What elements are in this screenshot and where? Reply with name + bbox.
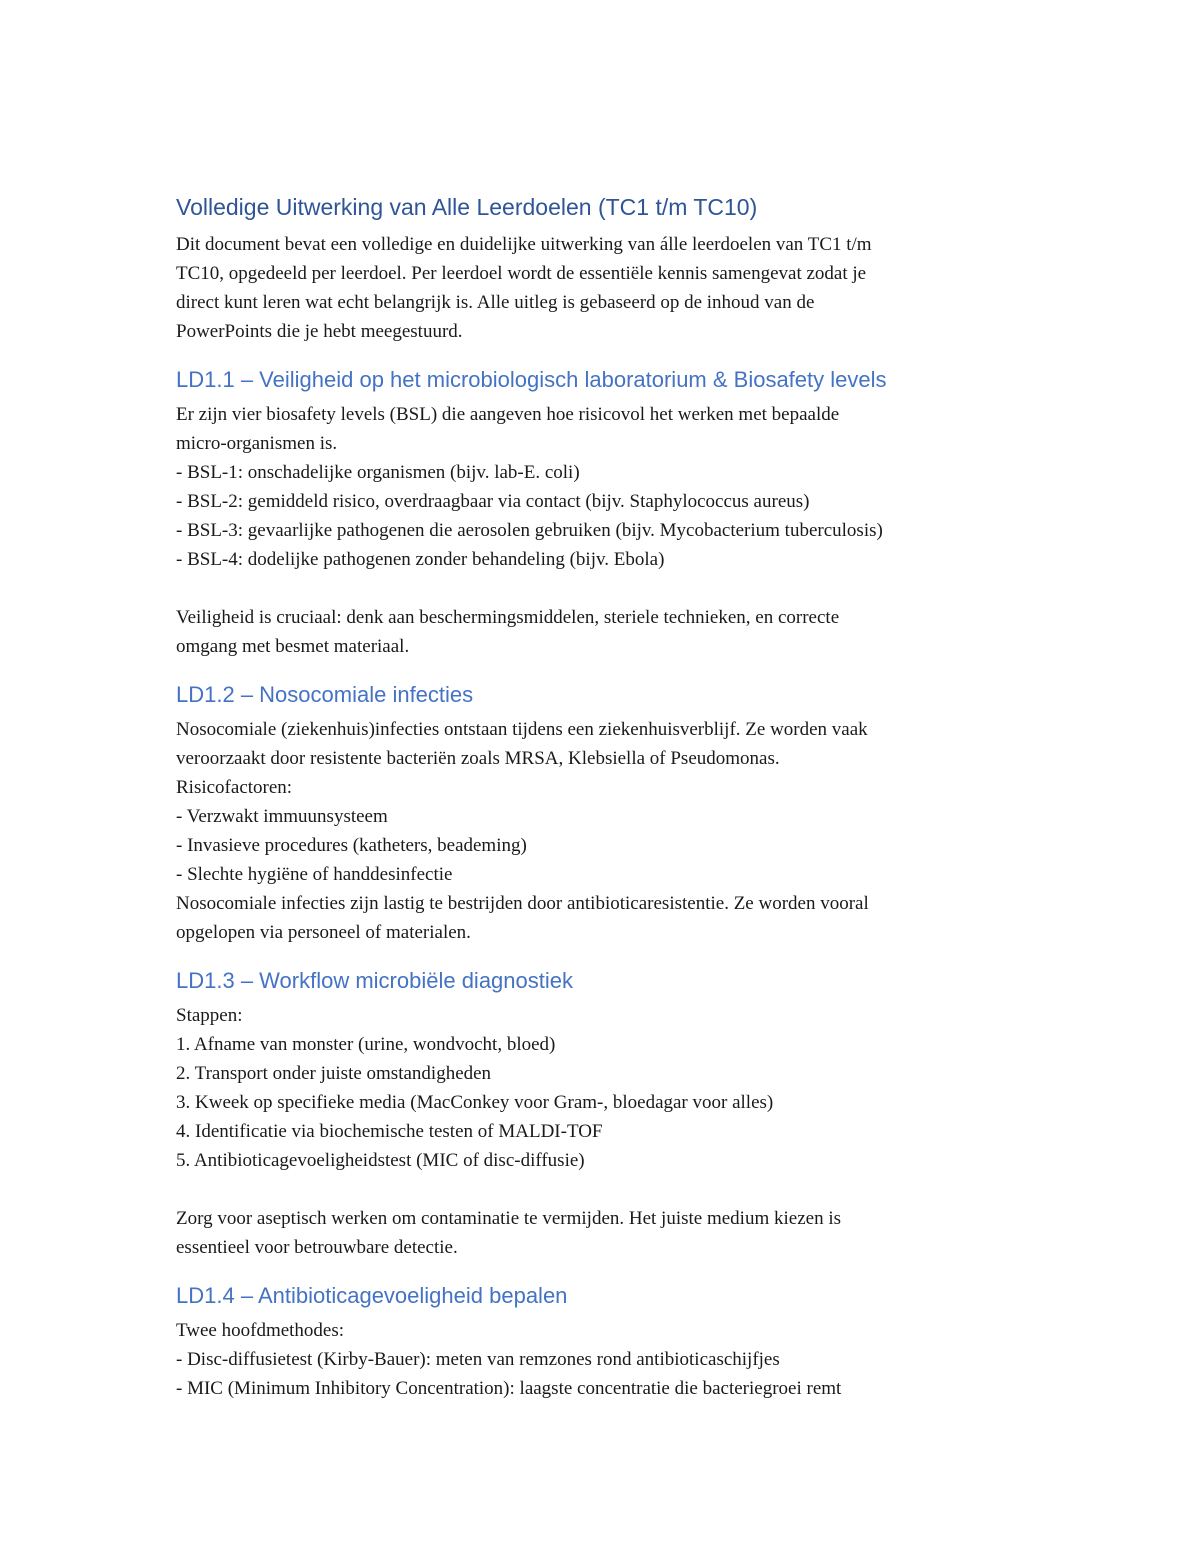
body-line: opgelopen via personeel of materialen. (176, 922, 471, 943)
body-line: micro-organismen is. (176, 433, 338, 454)
body-line: omgang met besmet materiaal. (176, 636, 410, 657)
body-line: 5. Antibioticagevoeligheidstest (MIC of disc-diffusie) (176, 1150, 585, 1171)
body-line: Er zijn vier biosafety levels (BSL) die aangeven hoe risicovol het werken met bepaalde (176, 404, 840, 425)
body-line: - Slechte hygiëne of handdesinfectie (176, 864, 453, 885)
body-line: 3. Kweek op specifieke media (MacConkey voor Gram-, bloedagar voor alles) (176, 1092, 774, 1113)
document-content (176, 190, 1056, 1403)
blank-line (176, 1175, 1056, 1204)
body-line: 2. Transport onder juiste omstandigheden (176, 1063, 492, 1084)
body-line: Nosocomiale (ziekenhuis)infecties ontstaan tijdens een ziekenhuisverblijf. Ze worden vaak (176, 719, 868, 740)
intro-line: PowerPoints die je hebt meegestuurd. (176, 321, 463, 342)
intro-line: Dit document bevat een volledige en duidelijke uitwerking van álle leerdoelen van TC1 t/m (176, 234, 872, 255)
body-line: Nosocomiale infecties zijn lastig te bestrijden door antibioticaresistentie. Ze worden vooral (176, 893, 869, 914)
intro-paragraph (176, 230, 1056, 346)
body-line: - Verzwakt immuunsysteem (176, 806, 388, 827)
section-body-ld1-2 (176, 715, 1056, 947)
body-line: Twee hoofdmethodes: (176, 1320, 345, 1341)
body-line: veroorzaakt door resistente bacteriën zoals MRSA, Klebsiella of Pseudomonas. (176, 748, 780, 769)
body-line: - BSL-2: gemiddeld risico, overdraagbaar via contact (bijv. Staphylococcus aureus) (176, 491, 810, 512)
document-title: Volledige Uitwerking van Alle Leerdoelen (TC1 t/m TC10) (176, 194, 758, 220)
body-line: Stappen: (176, 1005, 243, 1026)
section-heading-ld1-4: LD1.4 – Antibioticagevoeligheid bepalen (176, 1283, 568, 1308)
blank-line (176, 574, 1056, 603)
body-line: essentieel voor betrouwbare detectie. (176, 1237, 458, 1258)
body-line: - BSL-1: onschadelijke organismen (bijv. lab-E. coli) (176, 462, 580, 483)
section-heading-ld1-2: LD1.2 – Nosocomiale infecties (176, 682, 474, 707)
body-line: - Disc-diffusietest (Kirby-Bauer): meten van remzones rond antibioticaschijfjes (176, 1349, 780, 1370)
section-heading-ld1-1: LD1.1 – Veiligheid op het microbiologisch laboratorium & Biosafety levels (176, 367, 887, 392)
body-line: 4. Identificatie via biochemische testen of MALDI-TOF (176, 1121, 603, 1142)
body-line: - BSL-3: gevaarlijke pathogenen die aerosolen gebruiken (bijv. Mycobacterium tuberculosis) (176, 520, 883, 541)
section-body-ld1-4 (176, 1316, 1056, 1403)
section-body-ld1-3 (176, 1001, 1056, 1262)
body-line: - MIC (Minimum Inhibitory Concentration): laagste concentratie die bacteriegroei remt (176, 1378, 842, 1399)
body-line: 1. Afname van monster (urine, wondvocht, bloed) (176, 1034, 556, 1055)
section-heading-ld1-3: LD1.3 – Workflow microbiële diagnostiek (176, 968, 573, 993)
body-line: - Invasieve procedures (katheters, beademing) (176, 835, 527, 856)
body-line: - BSL-4: dodelijke pathogenen zonder behandeling (bijv. Ebola) (176, 549, 665, 570)
section-body-ld1-1 (176, 400, 1056, 661)
intro-line: TC10, opgedeeld per leerdoel. Per leerdoel wordt de essentiële kennis samengevat zodat je (176, 263, 867, 284)
body-line: Risicofactoren: (176, 777, 293, 798)
intro-line: direct kunt leren wat echt belangrijk is. Alle uitleg is gebaseerd op de inhoud van de (176, 292, 815, 313)
body-line: Veiligheid is cruciaal: denk aan beschermingsmiddelen, steriele technieken, en correcte (176, 607, 840, 628)
body-line: Zorg voor aseptisch werken om contaminatie te vermijden. Het juiste medium kiezen is (176, 1208, 841, 1229)
